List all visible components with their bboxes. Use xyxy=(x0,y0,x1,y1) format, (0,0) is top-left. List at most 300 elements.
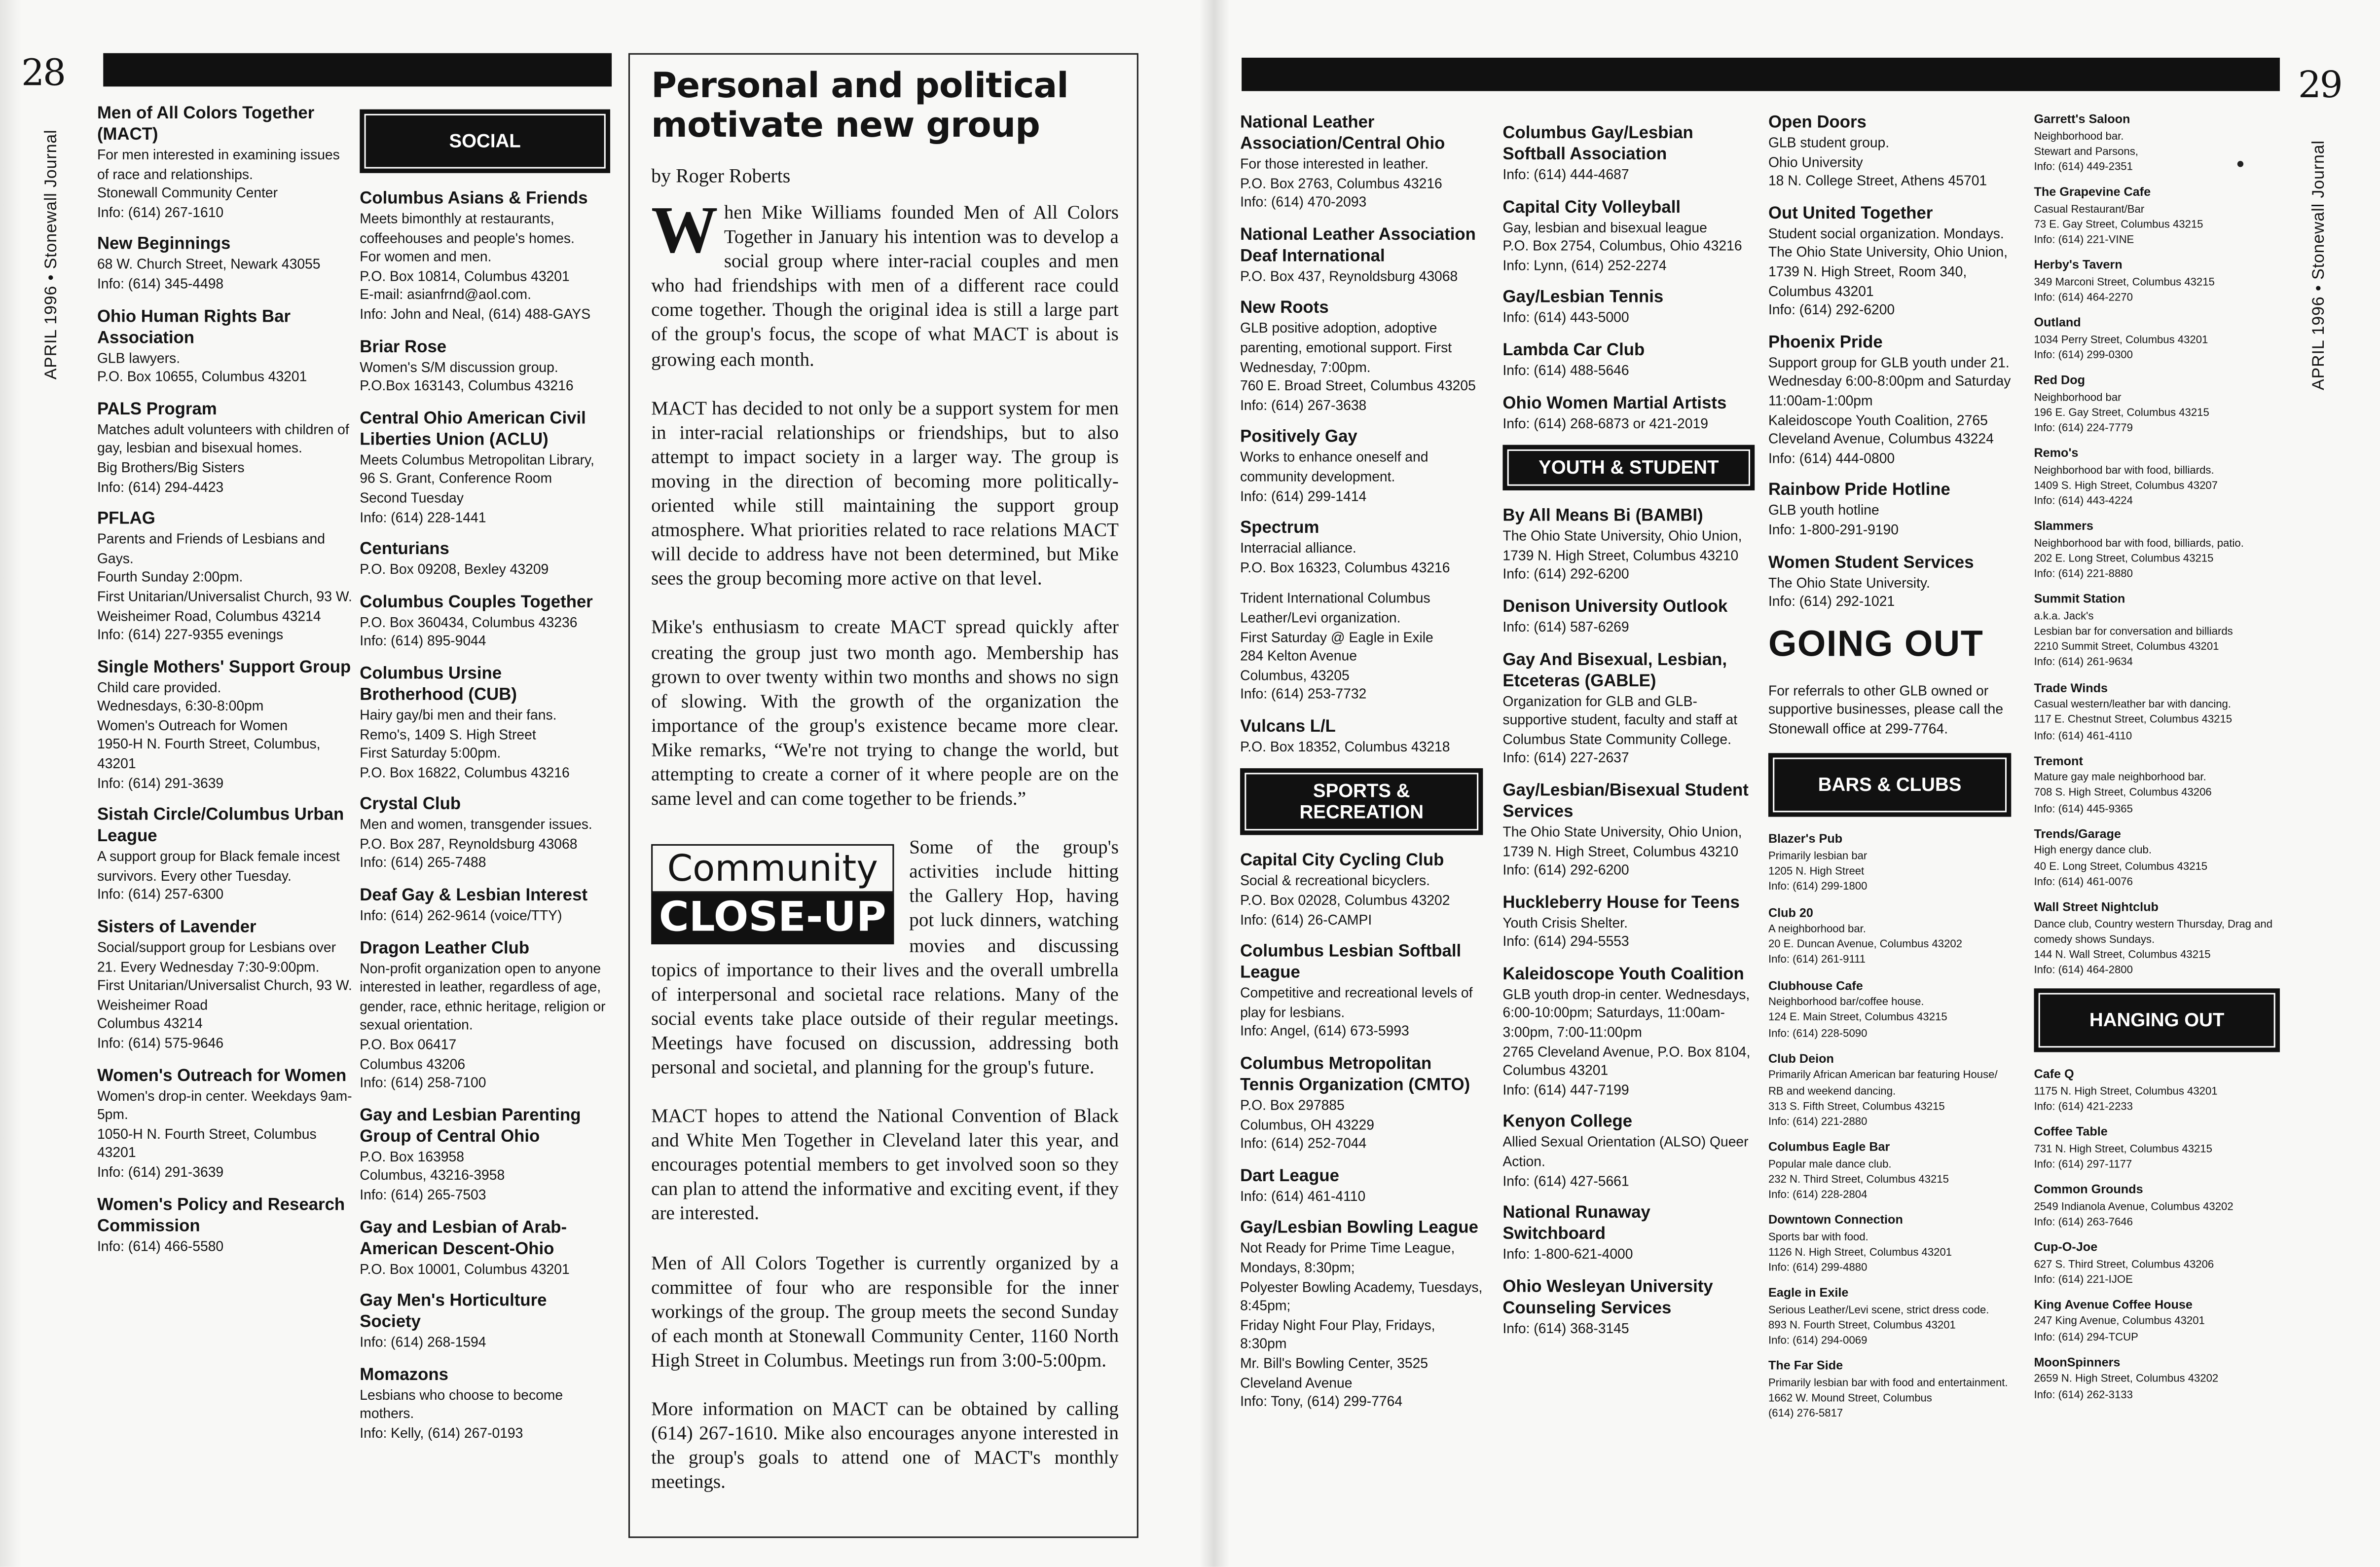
listing-line: Columbus, OH 43229 xyxy=(1240,1117,1374,1132)
header-bar-left xyxy=(103,53,612,87)
listing-entry xyxy=(360,408,610,527)
listing-title: Gay Men's Horticulture Society xyxy=(360,1292,547,1332)
listing-line: P.O. Box 02028, Columbus 43202 xyxy=(1240,893,1450,908)
listing-line: Info: (614) 291-3639 xyxy=(97,775,224,791)
listing-line: Info: (614) 228-5090 xyxy=(1768,1025,1867,1040)
listing-title: Trends/Garage xyxy=(2034,827,2121,841)
listing-title: Ohio Wesleyan University Counseling Services xyxy=(1502,1278,1713,1318)
listing-line: GLB positive adoption, adoptive parenting, emotional support. First Wednesday, 7:00pm. xyxy=(1240,321,1452,374)
listing-line: Competitive and recreational levels of play for lesbians. xyxy=(1240,985,1473,1020)
listing-title: Downtown Connection xyxy=(1768,1213,1903,1228)
listing-title: Clubhouse Cafe xyxy=(1768,978,1863,993)
listing-entry xyxy=(1502,393,1755,433)
listing-line: For women and men. xyxy=(360,249,492,265)
listing-line: Women's drop-in center. Weekdays 9am-5pm. xyxy=(97,1088,352,1122)
listing-title: Club Deion xyxy=(1768,1051,1834,1066)
listing-line: Social/support group for Lesbians over 21. Every Wednesday 7:30-9:00pm. xyxy=(97,939,336,974)
listing-title: Columbus Metropolitan Tennis Organization (CMTO) xyxy=(1240,1055,1470,1095)
listing-entry xyxy=(1240,1166,1483,1206)
listing-line: a.k.a. Jack's xyxy=(2034,608,2094,623)
listing-title: Sistah Circle/Columbus Urban League xyxy=(97,806,344,846)
listing-line: First Saturday 5:00pm. xyxy=(360,746,501,761)
listing-line: Trident International Columbus Leather/Levi organization. xyxy=(1240,591,1430,626)
listing-entry xyxy=(1768,332,2011,468)
listing-entry xyxy=(2034,186,2280,248)
listing-line: Info: (614) 345-4498 xyxy=(97,276,224,292)
listing-line: Social & recreational bicyclers. xyxy=(1240,873,1430,889)
listing-line: Popular male dance club. xyxy=(1768,1156,1892,1170)
listing-line: Info: 1-800-621-4000 xyxy=(1502,1247,1633,1262)
section-title: HANGING OUT xyxy=(2039,993,2275,1048)
listing-line: Matches adult volunteers with children of gay, lesbian and bisexual homes. xyxy=(97,421,349,456)
article-paragraph: More information on MACT can be obtained by calling (614) 267-1610. Mike also encourages anyone interested in the group's goals to attend one of MACT's monthly meetings. xyxy=(651,1398,1119,1493)
going-out-heading: GOING OUT xyxy=(1768,623,1984,665)
listing-line: Info: (614) 297-1177 xyxy=(2034,1157,2132,1171)
listing-line: Lesbians who choose to become mothers. xyxy=(360,1387,563,1422)
listing-line: 284 Kelton Avenue xyxy=(1240,648,1357,664)
listing-entry xyxy=(1768,833,2011,895)
listing-entry xyxy=(1768,1286,2011,1349)
listing-title: Capital City Volleyball xyxy=(1502,198,1681,217)
listing-line: Mr. Bill's Bowling Center, 3525 Cleveland Avenue xyxy=(1240,1355,1428,1390)
listing-entry xyxy=(1502,964,1755,1100)
listing-line: Casual western/leather bar with dancing. xyxy=(2034,697,2232,711)
listing-line: Stonewall Community Center xyxy=(97,185,278,201)
listing-line: Info: (614) 368-3145 xyxy=(1502,1320,1629,1336)
listing-title: National Leather Association Deaf International xyxy=(1240,225,1476,265)
listing-line: E-mail: asianfrnd@aol.com. xyxy=(360,287,531,303)
listing-entry xyxy=(2034,373,2280,436)
listing-title: By All Means Bi (BAMBI) xyxy=(1502,507,1703,526)
listing-line: Info: (614) 26-CAMPI xyxy=(1240,912,1372,928)
listing-title: Trade Winds xyxy=(2034,681,2108,695)
listing-line: High energy dance club. xyxy=(2034,843,2152,857)
listing-title: Capital City Cycling Club xyxy=(1240,852,1444,871)
listing-line: Info: (614) 265-7488 xyxy=(360,855,486,871)
listing-line: GLB student group. xyxy=(1768,135,1890,150)
listing-line: Fourth Sunday 2:00pm. xyxy=(97,569,243,585)
listing-line: Info: (614) 294-4423 xyxy=(97,479,224,494)
listing-line: Info: (614) 895-9044 xyxy=(360,634,486,649)
listing-line: 20 E. Duncan Avenue, Columbus 43202 xyxy=(1768,937,1963,951)
listing-line: 247 King Avenue, Columbus 43201 xyxy=(2034,1314,2205,1328)
listing-line: Sports bar with food. xyxy=(1768,1229,1868,1243)
listing-line: 760 E. Broad Street, Columbus 43205 xyxy=(1240,378,1476,394)
listing-entry xyxy=(1502,123,1755,185)
drop-cap: W xyxy=(651,192,718,267)
listing-line: Youth Crisis Shelter. xyxy=(1502,915,1628,931)
listing-line: Info: (614) 252-7044 xyxy=(1240,1136,1367,1152)
listing-title: National Leather Association/Central Ohio xyxy=(1240,113,1445,153)
listing-title: Gay And Bisexual, Lesbian, Etceteras (GABLE) xyxy=(1502,650,1727,690)
listing-entry xyxy=(1502,1276,1755,1338)
listing-line: 1126 N. High Street, Columbus 43201 xyxy=(1768,1245,1952,1259)
article-byline: by Roger Roberts xyxy=(651,164,791,187)
section-note: For referrals to other GLB owned or supportive businesses, please call the Stonewall office at 299-7764. xyxy=(1768,682,2004,737)
listing-entry xyxy=(1768,1213,2011,1276)
listing-entry xyxy=(360,938,610,1093)
listing-line: Info: (614) 461-4110 xyxy=(1240,1188,1366,1204)
listing-line: First Unitarian/Universalist Church, 93 W. Weisheimer Road, Columbus 43214 xyxy=(97,589,352,624)
listing-title: Wall Street Nightclub xyxy=(2034,900,2159,914)
listing-line: Big Brothers/Big Sisters xyxy=(97,460,245,475)
listing-title: Summit Station xyxy=(2034,593,2125,606)
paragraph-text: Some of the group's activities include hitting the Gallery Hop, having pot luck dinners, watching movies and discussing topics of importance to their lives and the overall umbrella of interpersonal and societal race relations. Many of the social events take place outside of their regular meetings. Meetings have focused on discussion, addressing both personal and societal, and planning for the group's future. xyxy=(651,837,1119,1078)
listing-entry xyxy=(1768,480,2011,540)
listing-entry xyxy=(1502,340,1755,380)
listing-line: Info: 1-800-291-9190 xyxy=(1768,522,1899,538)
listing-line: Primarily African American bar featuring House/ RB and weekend dancing. xyxy=(1768,1068,1998,1097)
listing-title: Kenyon College xyxy=(1502,1113,1633,1132)
listing-entry xyxy=(360,336,610,396)
listing-line: Info: (614) 488-5646 xyxy=(1502,363,1629,378)
listing-line: Info: (614) 221-VINE xyxy=(2034,232,2134,246)
listing-line: Info: Tony, (614) 299-7764 xyxy=(1240,1394,1403,1410)
listing-entry xyxy=(2034,1183,2280,1230)
listing-entry xyxy=(2034,900,2280,978)
listing-line: Support group for GLB youth under 21. Wednesday 6:00-8:00pm and Saturday 11:00am-1:00pm xyxy=(1768,355,2011,409)
listing-entry xyxy=(1502,649,1755,768)
listing-title: Positively Gay xyxy=(1240,428,1357,447)
listing-line: Info: (614) 292-6200 xyxy=(1502,566,1629,582)
listing-line: First Saturday @ Eagle in Exile xyxy=(1240,629,1433,645)
listing-title: Momazons xyxy=(360,1366,448,1384)
listing-title: Rainbow Pride Hotline xyxy=(1768,482,1950,500)
listing-title: Spectrum xyxy=(1240,519,1319,538)
listing-line: Info: (614) 262-9614 (voice/TTY) xyxy=(360,908,562,924)
listing-line: Info: (614) 227-2637 xyxy=(1502,750,1629,766)
listing-line: Info: (614) 265-7503 xyxy=(360,1187,486,1203)
listing-entry xyxy=(2034,1355,2280,1402)
listing-line: Serious Leather/Levi scene, strict dress code. xyxy=(1768,1302,1989,1316)
listing-line: P.O. Box 163958 xyxy=(360,1149,464,1164)
listing-entry xyxy=(1768,906,2011,969)
listing-line: Info: (614) 224-7779 xyxy=(2034,420,2133,434)
listing-line: 232 N. Third Street, Columbus 43215 xyxy=(1768,1172,1949,1186)
listing-entry xyxy=(97,917,352,1053)
listing-line: 2549 Indianola Avenue, Columbus 43202 xyxy=(2034,1198,2234,1213)
listing-entry xyxy=(1502,288,1755,328)
listing-entry xyxy=(1240,1218,1483,1412)
listing-line: Info: (614) 464-2800 xyxy=(2034,963,2133,976)
listing-line: Allied Sexual Orientation (ALSO) Queer Action. xyxy=(1502,1135,1749,1169)
listing-column xyxy=(1240,112,1483,1424)
listing-entry xyxy=(360,1365,610,1443)
page-number-left: 28 xyxy=(21,51,65,94)
listing-line: P.O. Box 437, Reynoldsburg 43068 xyxy=(1240,268,1458,284)
listing-line: Info: (614) 268-6873 or 421-2019 xyxy=(1502,415,1708,431)
listing-line: 708 S. High Street, Columbus 43206 xyxy=(2034,785,2212,800)
listing-line: 124 E. Main Street, Columbus 43215 xyxy=(1768,1010,1947,1024)
listing-title: Common Grounds xyxy=(2034,1183,2143,1197)
listing-title: Gay/Lesbian Tennis xyxy=(1502,289,1664,307)
listing-line: 196 E. Gay Street, Columbus 43215 xyxy=(2034,405,2209,419)
listing-line: Info: (614) 253-7732 xyxy=(1240,686,1367,702)
listing-entry xyxy=(360,592,610,651)
listing-line: Info: (614) 291-3639 xyxy=(97,1164,224,1180)
listing-line: Gay, lesbian and bisexual league xyxy=(1502,219,1707,235)
listing-line: A neighborhood bar. xyxy=(1768,922,1866,935)
listing-line: 18 N. College Street, Athens 45701 xyxy=(1768,173,1987,189)
listing-entry xyxy=(97,103,352,222)
listing-title: Centurians xyxy=(360,540,449,559)
listing-line: 40 E. Long Street, Columbus 43215 xyxy=(2034,858,2208,873)
listing-title: Dart League xyxy=(1240,1167,1340,1186)
listing-line: For those interested in leather. xyxy=(1240,156,1428,172)
listing-title: Coffee Table xyxy=(2034,1125,2108,1139)
listing-entry xyxy=(360,663,610,782)
listing-title: New Beginnings xyxy=(97,236,231,255)
listing-entry xyxy=(1502,197,1755,275)
listing-entry xyxy=(1768,1140,2011,1203)
listing-title: Women Student Services xyxy=(1768,553,1974,572)
listing-line: Info: (614) 292-6200 xyxy=(1502,862,1629,878)
listing-line: Info: (614) 444-0800 xyxy=(1768,450,1895,466)
listing-line: 627 S. Third Street, Columbus 43206 xyxy=(2034,1256,2214,1270)
listing-line: Student social organization. Mondays. The Ohio State University, Ohio Union, 1739 N. High Street, Room 340, Columbus 43201 xyxy=(1768,225,2008,298)
listing-line: 144 N. Wall Street, Columbus 43215 xyxy=(2034,947,2211,961)
listing-entry xyxy=(1502,1112,1755,1191)
listing-entry xyxy=(1768,112,2011,191)
section-title: SOCIAL xyxy=(365,114,606,169)
listing-line: Info: (614) 587-6269 xyxy=(1502,619,1629,635)
listing-entry xyxy=(97,805,352,905)
listing-entry xyxy=(1240,427,1483,506)
listing-line: Organization for GLB and GLB-supportive student, faculty and staff at Columbus State Community College. xyxy=(1502,693,1738,747)
listing-line: Primarily lesbian bar with food and entertainment. xyxy=(1768,1375,2008,1389)
listing-entry xyxy=(1502,892,1755,952)
listing-entry xyxy=(1240,942,1483,1042)
listing-title: King Avenue Coffee House xyxy=(2034,1298,2193,1312)
listing-title: Cup-O-Joe xyxy=(2034,1240,2098,1254)
listing-line: Neighborhood bar with food, billiards. xyxy=(2034,462,2214,477)
listing-line: Primarily lesbian bar xyxy=(1768,849,1867,862)
listing-line: Neighborhood bar. xyxy=(2034,128,2124,142)
listing-title: Slammers xyxy=(2034,520,2093,533)
section-title: YOUTH & STUDENT xyxy=(1507,449,1750,486)
listing-line: Parents and Friends of Lesbians and Gays. xyxy=(97,531,326,566)
listing-entry xyxy=(2034,520,2280,582)
listing-line: Info: (614) 466-5580 xyxy=(97,1238,224,1254)
listing-title: PFLAG xyxy=(97,510,155,529)
listing-line: P.O. Box 360434, Columbus 43236 xyxy=(360,614,578,630)
listing-entry xyxy=(97,1194,352,1256)
listing-line: Works to enhance oneself and community development. xyxy=(1240,449,1428,485)
section-header-hanging-out xyxy=(2034,989,2280,1052)
article-paragraph: MACT hopes to attend the National Convention of Black and White Men Together in Cleveland later this year, and encourages potential members to get involved soon so they can plan to attend the informative and exciting event, if they are interested. xyxy=(651,1105,1119,1225)
listing-line: Interracial alliance. xyxy=(1240,540,1356,556)
listing-line: Remo's, 1409 S. High Street xyxy=(360,726,536,742)
listing-line: The Ohio State University, Ohio Union, 1739 N. High Street, Columbus 43210 xyxy=(1502,528,1742,563)
listing-line: Info: (614) 461-4110 xyxy=(2034,728,2132,742)
listing-line: Info: (614) 292-1021 xyxy=(1768,594,1895,609)
community-closeup-logo xyxy=(651,844,894,944)
listing-line: Info: Kelly, (614) 267-0193 xyxy=(360,1425,523,1441)
listing-line: Kaleidoscope Youth Coalition, 2765 Cleveland Avenue, Columbus 43224 xyxy=(1768,412,1994,447)
listing-title: Club 20 xyxy=(1768,905,1813,920)
listing-line: P.O. Box 06417 xyxy=(360,1037,457,1052)
listing-title: Garrett's Saloon xyxy=(2034,112,2130,126)
listing-line: Info: (614) 449-2351 xyxy=(2034,159,2133,173)
listing-line: Columbus, 43216-3958 xyxy=(360,1168,505,1184)
listing-line: Info: (614) 294-TCUP xyxy=(2034,1329,2138,1343)
listing-title: Dragon Leather Club xyxy=(360,939,530,958)
listing-title: Ohio Human Rights Bar Association xyxy=(97,307,291,347)
paragraph-text: hen Mike Williams founded Men of All Colors Together in January his intention was to develop a social group where inter-racial couples and men who had friendships with men of a different race could come together. Though the original idea is still a large part of the group's focus, the scope of what MACT is about is growing each month. xyxy=(651,202,1119,370)
spacer xyxy=(1240,577,1483,590)
listing-title: Denison University Outlook xyxy=(1502,598,1728,617)
listing-title: Crystal Club xyxy=(360,796,461,815)
listing-title: Briar Rose xyxy=(360,337,447,356)
listing-line: Info: (614) 263-7646 xyxy=(2034,1214,2133,1228)
listing-line: Neighborhood bar with food, billiards, patio. xyxy=(2034,535,2244,550)
listing-line: Info: (614) 258-7100 xyxy=(360,1075,486,1091)
listing-line: Hairy gay/bi men and their fans. xyxy=(360,707,557,723)
listing-line: 68 W. Church Street, Newark 43055 xyxy=(97,257,321,272)
listing-line: Friday Night Four Play, Fridays, 8:30pm xyxy=(1240,1317,1435,1352)
listing-title: Women's Policy and Research Commission xyxy=(97,1195,345,1235)
listing-title: Cafe Q xyxy=(2034,1068,2074,1082)
listing-line: Men and women, transgender issues. xyxy=(360,817,592,833)
section-header-sports-recreation xyxy=(1240,769,1483,836)
print-speck xyxy=(2237,161,2243,167)
closeup-logo-bottom: CLOSE-UP xyxy=(651,893,894,945)
listing-title: Outland xyxy=(2034,316,2081,330)
listing-entry xyxy=(1240,224,1483,286)
listing-line: Info: (614) 443-5000 xyxy=(1502,310,1629,326)
listing-line: Info: (614) 267-1610 xyxy=(97,204,224,220)
listing-line: Info: (614) 261-9111 xyxy=(1768,952,1866,967)
listing-entry xyxy=(2034,681,2280,744)
listing-title: Out United Together xyxy=(1768,204,1933,223)
listing-line: Not Ready for Prime Time League, Mondays, 8:30pm; xyxy=(1240,1241,1455,1275)
listing-title: Columbus Ursine Brotherhood (CUB) xyxy=(360,665,517,705)
listing-line: Info: (614) 299-4880 xyxy=(1768,1260,1867,1274)
listing-line: 73 E. Gay Street, Columbus 43215 xyxy=(2034,217,2203,231)
listing-title: The Far Side xyxy=(1768,1359,1843,1374)
listing-entry xyxy=(360,1105,610,1205)
listing-line: Info: (614) 443-4224 xyxy=(2034,493,2133,507)
listing-entry xyxy=(97,234,352,294)
listing-line: 1050-H N. Fourth Street, Columbus 43201 xyxy=(97,1126,317,1161)
listing-entry xyxy=(2034,1125,2280,1172)
listing-line: Mature gay male neighborhood bar. xyxy=(2034,770,2206,784)
listing-line: Neighborhood bar/coffee house. xyxy=(1768,995,1924,1008)
listing-line: 893 N. Fourth Street, Columbus 43201 xyxy=(1768,1318,1956,1332)
article-paragraph: Mike's enthusiasm to create MACT spread quickly after creating the group just two month ago. Membership has grown to over twenty within two months and shows no sign of slowing. With the growth of the organization the importance of the group's existence became more clear. Mike remarks, “We're not trying to change the world, but attempting to create a corner of it where people are on the same level and can come together to be friends.” xyxy=(651,617,1119,810)
listing-entry xyxy=(97,1065,352,1182)
listing-entry xyxy=(2034,593,2280,671)
listing-title: Remo's xyxy=(2034,447,2079,460)
article-title: Personal and political motivate new group xyxy=(651,67,1068,146)
listing-column xyxy=(97,103,352,1268)
listing-entry xyxy=(1768,203,2011,320)
listing-entry xyxy=(360,539,610,580)
article-paragraph: MACT has decided to not only be a support system for men in inter-racial relationships or friendships, but to also attempt to impact society in a larger way. The group is moving in the direction of becoming more politically-oriented while still maintaining the support group atmosphere. What priorities related to race relations MACT will decide to address have not been determined, but Mike sees the group becoming more active on that level. xyxy=(651,397,1119,590)
listing-line: Info: (614) 464-2270 xyxy=(2034,290,2133,304)
listing-line: 1950-H N. Fourth Street, Columbus, 43201 xyxy=(97,737,321,772)
listing-entry xyxy=(2034,259,2280,305)
article-paragraph: Men of All Colors Together is currently organized by a committee of four who are responsible for the inner workings of the group. The group meets the second Sunday of each month at Stonewall Community Center, 1160 North High Street in Columbus. Meetings run from 3:00-5:00pm. xyxy=(651,1252,1119,1371)
listing-entry xyxy=(1768,979,2011,1042)
listing-entry xyxy=(2034,827,2280,890)
listing-title: Kaleidoscope Youth Coalition xyxy=(1502,965,1744,984)
listing-line: Ohio University xyxy=(1768,154,1863,170)
listing-title: Columbus Couples Together xyxy=(360,593,593,612)
listing-line: Info: (614) 228-2804 xyxy=(1768,1187,1867,1201)
listing-line: P.O. Box 287, Reynoldsburg 43068 xyxy=(360,836,578,852)
listing-line: 2659 N. High Street, Columbus 43202 xyxy=(2034,1371,2219,1385)
listing-line: 1175 N. High Street, Columbus 43201 xyxy=(2034,1083,2218,1098)
listing-line: Dance club, Country western Thursday, Drag and comedy shows Sundays. xyxy=(2034,916,2273,946)
listing-line: P.O. Box 10814, Columbus 43201 xyxy=(360,268,570,284)
listing-line: Polyester Bowling Academy, Tuesdays, 8:45pm; xyxy=(1240,1279,1483,1314)
listing-entry xyxy=(1502,597,1755,637)
listing-line: 202 E. Long Street, Columbus 43215 xyxy=(2034,551,2214,565)
listing-line: Info: (614) 257-6300 xyxy=(97,887,224,903)
listing-entry xyxy=(1240,716,1483,757)
listing-line: Meets Columbus Metropolitan Library, 96 S. Grant, Conference Room xyxy=(360,452,594,486)
listing-line: Info: (614) 261-9634 xyxy=(2034,655,2133,669)
section-header-bars-clubs xyxy=(1768,754,2011,818)
listing-line: P.O. Box 10001, Columbus 43201 xyxy=(360,1261,570,1276)
listing-line: (614) 276-5817 xyxy=(1768,1406,1843,1420)
listing-line: Info: (614) 228-1441 xyxy=(360,509,486,525)
listing-title: Open Doors xyxy=(1768,113,1867,132)
listing-entry xyxy=(360,885,610,926)
listing-title: New Roots xyxy=(1240,299,1329,318)
listing-line: Info: (614) 421-2233 xyxy=(2034,1099,2133,1113)
running-head-right: APRIL 1996 • Stonewall Journal xyxy=(2310,140,2329,390)
listing-line: 1034 Perry Street, Columbus 43201 xyxy=(2034,332,2208,346)
listing-line: Wednesdays, 6:30-8:00pm xyxy=(97,699,264,714)
listing-entry xyxy=(2034,447,2280,509)
listing-entry xyxy=(1240,298,1483,415)
listing-line: Lesbian bar for conversation and billiards xyxy=(2034,624,2233,638)
listing-line: 1205 N. High Street xyxy=(1768,864,1865,878)
listing-title: The Grapevine Cafe xyxy=(2034,185,2151,199)
listing-line: 1662 W. Mound Street, Columbus xyxy=(1768,1391,1932,1405)
listing-entry xyxy=(1240,112,1483,212)
listing-line: Neighborhood bar xyxy=(2034,389,2122,404)
listing-column xyxy=(1768,112,2011,1433)
listing-entry xyxy=(97,399,352,497)
listing-title: Sisters of Lavender xyxy=(97,918,256,937)
listing-line: Info: (614) 470-2093 xyxy=(1240,194,1367,210)
listing-line: 313 S. Fifth Street, Columbus 43215 xyxy=(1768,1098,1945,1113)
listing-line: Info: (614) 221-8880 xyxy=(2034,566,2133,580)
section-header-social xyxy=(360,110,610,173)
listing-line: Info: (614) 227-9355 evenings xyxy=(97,627,284,642)
listing-title: Tremont xyxy=(2034,754,2083,768)
listing-entry xyxy=(1768,1052,2011,1130)
listing-line: P.O. Box 10655, Columbus 43201 xyxy=(97,369,307,385)
listing-line: P.O. Box 2763, Columbus 43216 xyxy=(1240,175,1442,191)
listing-title: Men of All Colors Together (MACT) xyxy=(97,105,315,145)
listing-line: Info: (614) 294-5553 xyxy=(1502,934,1629,950)
listing-line: Info: (614) 299-0300 xyxy=(2034,347,2133,361)
listing-line: A support group for Black female incest survivors. Every other Tuesday. xyxy=(97,849,340,884)
listing-title: Columbus Gay/Lesbian Softball Association xyxy=(1502,124,1693,164)
listing-entry xyxy=(1502,1203,1755,1265)
listing-line: Child care provided. xyxy=(97,679,221,695)
listing-line: P.O. Box 16822, Columbus 43216 xyxy=(360,764,570,780)
listing-title: National Runaway Switchboard xyxy=(1502,1204,1650,1244)
listing-line: Info: (614) 575-9646 xyxy=(97,1035,224,1051)
listing-line: Info: (614) 427-5661 xyxy=(1502,1173,1629,1189)
listing-title: Central Ohio American Civil Liberties Union (ACLU) xyxy=(360,410,586,449)
running-head-left: APRIL 1996 • Stonewall Journal xyxy=(42,129,61,380)
